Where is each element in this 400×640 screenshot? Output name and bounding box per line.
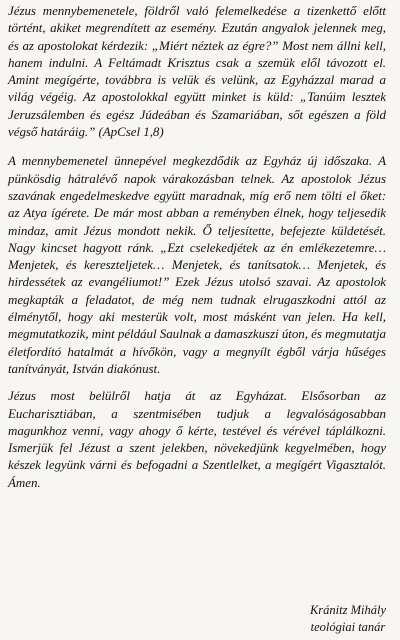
article-paragraph-1: Jézus mennybemenetele, földről való felemelkedése a tizenkettő előtt történt, akiket megrendített az esemény. Ezután angyalok jelennek meg, és az apostolokat kérdezik: „Miért néztek az égre?” Most nem állni kell, hanem indulni. A Feltámadt Krisztus csak a szemük elől távozott el. Amint megígérte, továbbra is velük és velünk, az Egyházzal marad a világ végéig. Az apostolokkal együtt minket is küld: „Tanúim lesztek Jeruzsálemben és egész Júdeában és Szamariában, sőt egészen a föld végső határáig.” (ApCsel 1,8) xyxy=(8,3,386,140)
author-title: teológiai tanár xyxy=(310,620,386,634)
author-signature xyxy=(310,602,386,636)
article-paragraph-3: Jézus most belülről hatja át az Egyházat. Elsősorban az Eucharisztiában, a szentmisében tudjuk a legvalóságosabban magunkhoz venni, vagy ahogy ő kérte, testével és vérével táplálkozni. Ismerjük fel Jézust a szent jelekben, növekedjünk kegyelmében, hogy készek legyünk várni és befogadni a Szentlelket, a megígért Vigasztalót. Ámen. xyxy=(8,388,386,490)
author-name: Kránitz Mihály xyxy=(309,603,386,617)
article-paragraph-2: A mennybemenetel ünnepével megkezdődik az Egyház új időszaka. A pünkösdig hátralévő napok várakozásban telnek. Az apostolok Jézus szavának engedelmeskedve együtt maradnak, míg erő nem tölti el őket: az Atya ígérete. De már most abban a reményben élnek, hogy teljesedik mindaz, amit Jézus mondott nekik. Ő teljesítette, befejezte küldetését. Nagy kincset hagyott ránk. „Ezt cselekedjétek az én emlékezetemre… Menjetek, és kereszteljetek… Menjetek, és tanítsatok… Menjetek, és hirdessétek az evangéliumot!” Ezek Jézus utolsó szavai. Az apostolok megkapták a feladatot, de még nem tudnak elrugaszkodni attól az élménytől, hogy aki mesterük volt, most másként van jelen. Ha kell, megmutatkozik, mint például Saulnak a damaszkuszi úton, és megmutatja életfordító hatalmát a hívőkön, vagy a megnyílt égből várja hűséges tanítványát, István diakónust. xyxy=(8,153,386,376)
